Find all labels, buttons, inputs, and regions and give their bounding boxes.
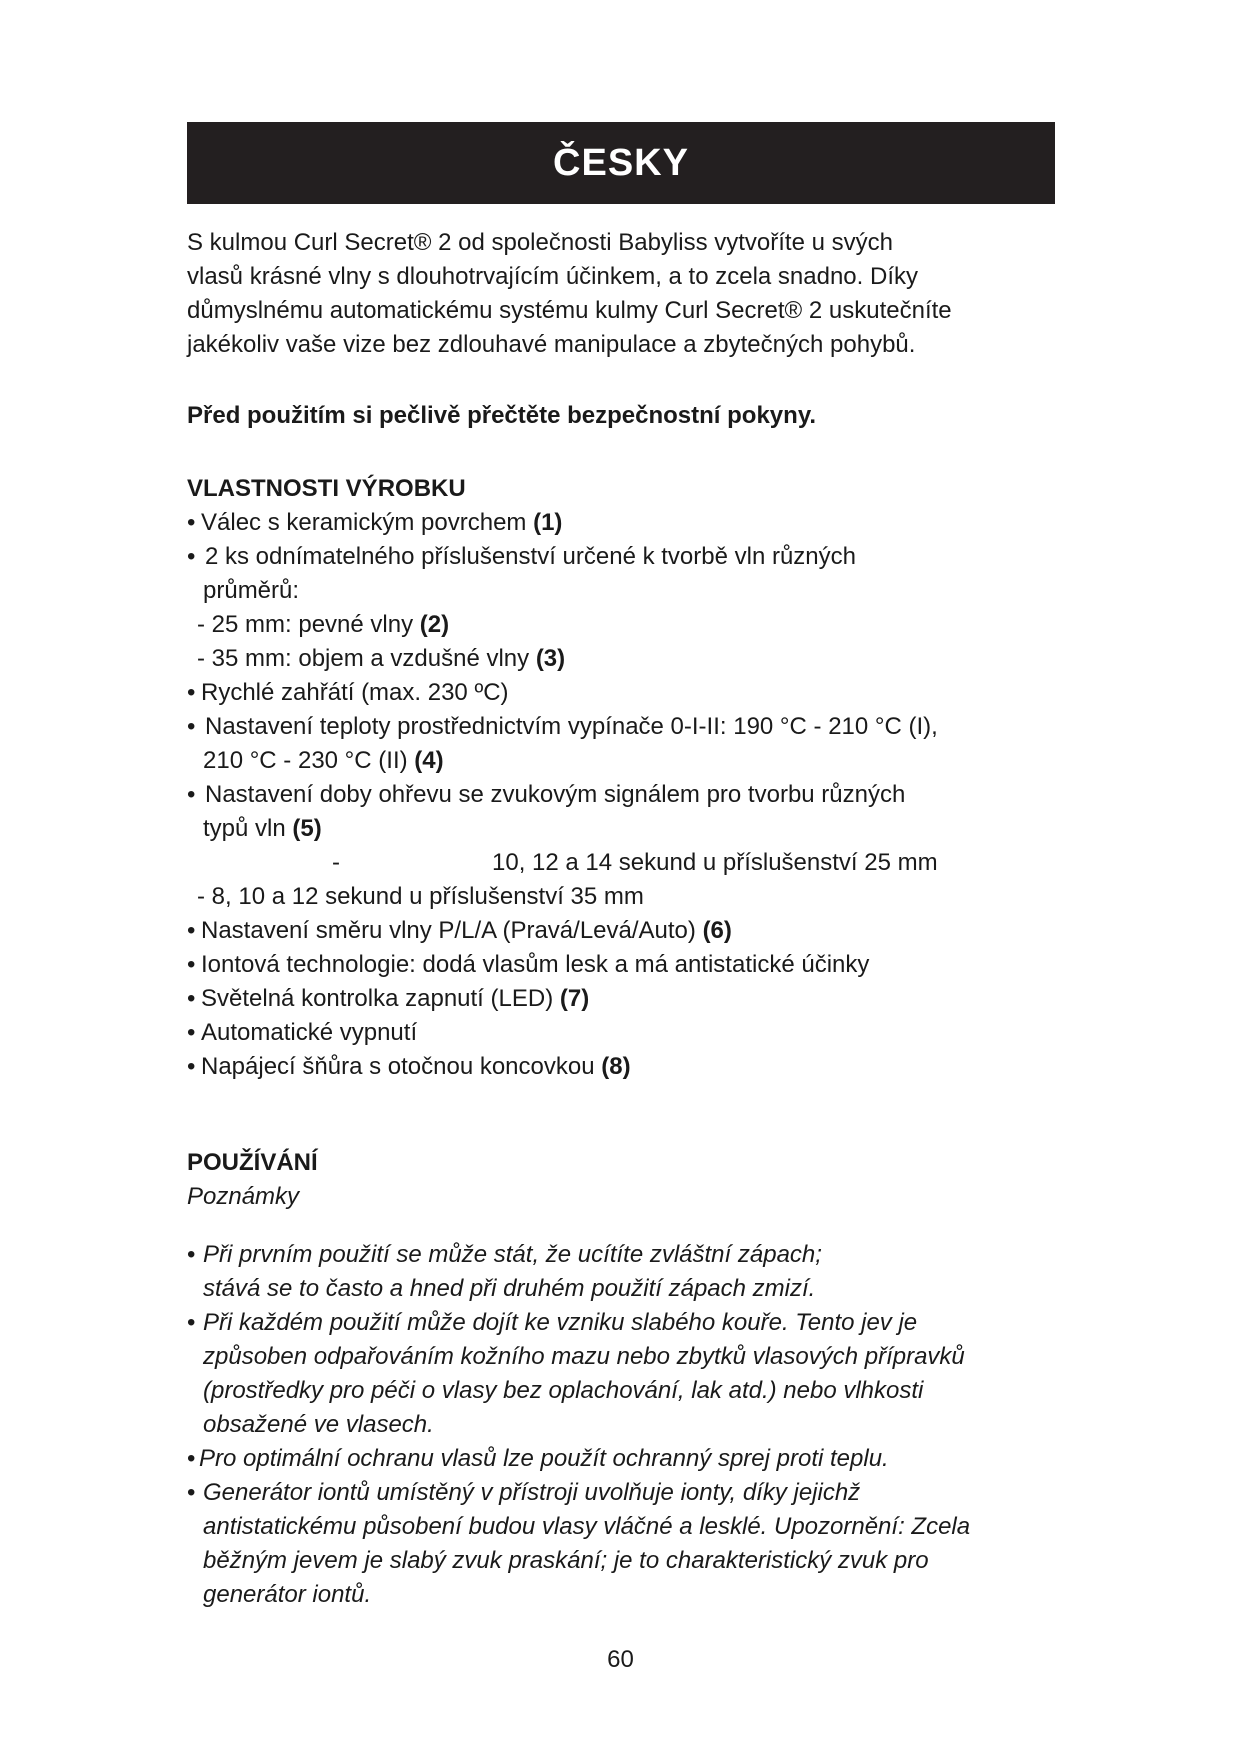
intro-line: důmyslnému automatickému systému kulmy Curl Secret® 2 uskutečníte [187, 297, 952, 324]
intro-paragraph [187, 226, 1055, 362]
features-heading: VLASTNOSTI VÝROBKU [187, 475, 466, 502]
list-item: • Při každém použití může dojít ke vzniku slabého kouře. Tento jev je [187, 1306, 1055, 1340]
language-title-bar [187, 122, 1055, 204]
list-item: • 2 ks odnímatelného příslušenství určené k tvorbě vln různých [187, 540, 1055, 574]
intro-line: jakékoliv vaše vize bez zdlouhavé manipulace a zbytečných pohybů. [187, 331, 916, 358]
safety-warning: Před použitím si pečlivě přečtěte bezpečnostní pokyny. [187, 402, 817, 429]
list-item: obsažené ve vlasech. [203, 1411, 434, 1438]
list-item: • Nastavení teploty prostřednictvím vypínače 0-I-II: 190 °C - 210 °C (I), [187, 710, 1055, 744]
list-item: • Napájecí šňůra s otočnou koncovkou (8) [187, 1050, 1055, 1084]
list-item: • Rychlé zahřátí (max. 230 ºC) [187, 676, 1055, 710]
list-item: 210 °C - 230 °C (II) (4) [203, 747, 444, 774]
intro-line: vlasů krásné vlny s dlouhotrvajícím účinkem, a to zcela snadno. Díky [187, 263, 918, 290]
list-item: běžným jevem je slabý zvuk praskání; je to charakteristický zvuk pro [203, 1547, 929, 1574]
list-item: • Automatické vypnutí [187, 1016, 1055, 1050]
list-item: • Iontová technologie: dodá vlasům lesk a má antistatické účinky [187, 948, 1055, 982]
list-item: - 8, 10 a 12 sekund u příslušenství 35 mm [197, 883, 644, 910]
list-item: generátor iontů. [203, 1581, 372, 1608]
list-item: - 10, 12 a 14 sekund u příslušenství 25 mm [332, 849, 938, 876]
list-item: • Nastavení doby ohřevu se zvukovým signálem pro tvorbu různých [187, 778, 1055, 812]
list-item: - 25 mm: pevné vlny (2) [197, 611, 450, 638]
notes-label: Poznámky [187, 1183, 300, 1210]
intro-line: S kulmou Curl Secret® 2 od společnosti Babyliss vytvoříte u svých [187, 229, 893, 256]
list-item: průměrů: [203, 577, 300, 604]
list-item: • Generátor iontů umístěný v přístroji uvolňuje ionty, díky jejichž [187, 1476, 1055, 1510]
list-item: typů vln (5) [203, 815, 322, 842]
list-item: stává se to často a hned při druhém použití zápach zmizí. [203, 1275, 816, 1302]
list-item: • Při prvním použití se může stát, že ucítíte zvláštní zápach; [187, 1238, 1055, 1272]
list-item: - 35 mm: objem a vzdušné vlny (3) [197, 645, 566, 672]
list-item: antistatickému působení budou vlasy vláčné a lesklé. Upozornění: Zcela [203, 1513, 971, 1540]
list-item: způsoben odpařováním kožního mazu nebo zbytků vlasových přípravků [203, 1343, 965, 1370]
list-item: • Nastavení směru vlny P/L/A (Pravá/Levá/Auto) (6) [187, 914, 1055, 948]
list-item: (prostředky pro péči o vlasy bez oplachování, lak atd.) nebo vlhkosti [203, 1377, 924, 1404]
page-number: 60 [607, 1646, 634, 1673]
manual-page [187, 122, 1055, 1612]
list-item: • Světelná kontrolka zapnutí (LED) (7) [187, 982, 1055, 1016]
features-list [187, 506, 1055, 1084]
notes-list [187, 1238, 1055, 1612]
list-item: • Válec s keramickým povrchem (1) [187, 506, 1055, 540]
list-item: • Pro optimální ochranu vlasů lze použít ochranný sprej proti teplu. [187, 1442, 1055, 1476]
language-title: ČESKY [553, 141, 689, 184]
usage-heading: POUŽÍVÁNÍ [187, 1149, 318, 1176]
